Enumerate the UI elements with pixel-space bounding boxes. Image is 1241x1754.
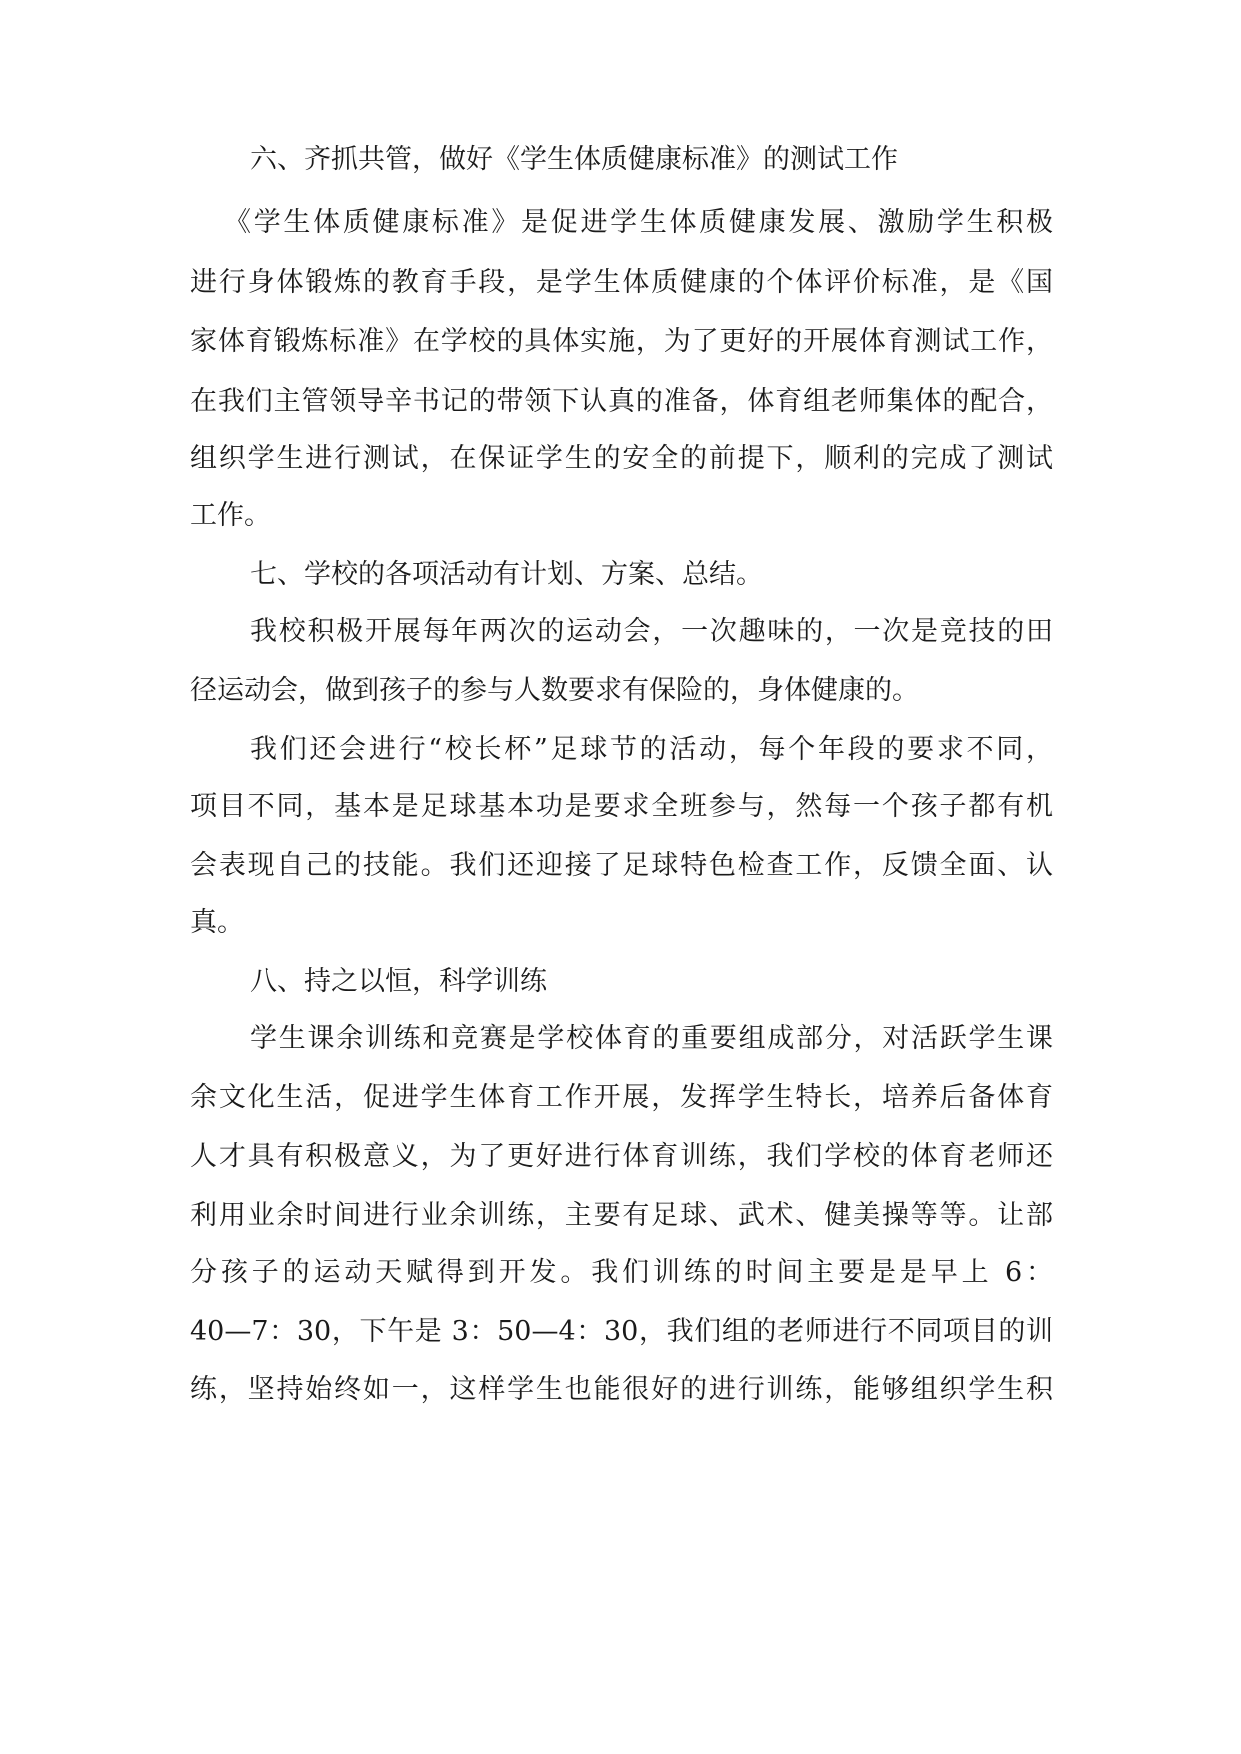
paragraph-line: 学生课余训练和竞赛是学校体育的重要组成部分，对活跃学生课 xyxy=(250,1023,1053,1054)
paragraph-line: 分孩子的运动天赋得到开发。我们训练的时间主要是是早上 6： xyxy=(190,1257,1053,1288)
section-heading-8: 八、持之以恒，科学训练 xyxy=(250,966,547,997)
paragraph-line: 我们还会进行“校长杯”足球节的活动，每个年段的要求不同， xyxy=(250,734,1053,765)
paragraph-line: 在我们主管领导辛书记的带领下认真的准备，体育组老师集体的配合， xyxy=(190,386,1053,417)
paragraph-line: 人才具有积极意义，为了更好进行体育训练，我们学校的体育老师还 xyxy=(190,1141,1053,1172)
paragraph-line: 余文化生活，促进学生体育工作开展，发挥学生特长，培养后备体育 xyxy=(190,1082,1053,1113)
section-heading-6: 六、齐抓共管，做好《学生体质健康标准》的测试工作 xyxy=(250,144,898,175)
paragraph-line: 练，坚持始终如一，这样学生也能很好的进行训练，能够组织学生积 xyxy=(190,1374,1053,1405)
paragraph-line: 利用业余时间进行业余训练，主要有足球、武术、健美操等等。让部 xyxy=(190,1200,1053,1231)
paragraph-line: 项目不同，基本是足球基本功是要求全班参与，然每一个孩子都有机 xyxy=(190,791,1053,822)
paragraph-line: 40—7：30，下午是 3：50—4：30，我们组的老师进行不同项目的训 xyxy=(190,1316,1053,1347)
paragraph-line: 组织学生进行测试，在保证学生的安全的前提下，顺利的完成了测试 xyxy=(190,443,1053,474)
paragraph-line: 家体育锻炼标准》在学校的具体实施，为了更好的开展体育测试工作， xyxy=(190,326,1053,357)
paragraph-line: 进行身体锻炼的教育手段，是学生体质健康的个体评价标准，是《国 xyxy=(190,267,1053,298)
paragraph-line: 《学生体质健康标准》是促进学生体质健康发展、激励学生积极 xyxy=(224,207,1053,238)
section-heading-7: 七、学校的各项活动有计划、方案、总结。 xyxy=(250,559,763,590)
paragraph-line: 会表现自己的技能。我们还迎接了足球特色检查工作，反馈全面、认 xyxy=(190,850,1053,881)
paragraph-line: 我校积极开展每年两次的运动会，一次趣味的，一次是竞技的田 xyxy=(250,616,1053,647)
paragraph-line: 真。 xyxy=(190,907,244,938)
paragraph-line: 工作。 xyxy=(190,500,271,531)
paragraph-line: 径运动会，做到孩子的参与人数要求有保险的，身体健康的。 xyxy=(190,675,919,706)
